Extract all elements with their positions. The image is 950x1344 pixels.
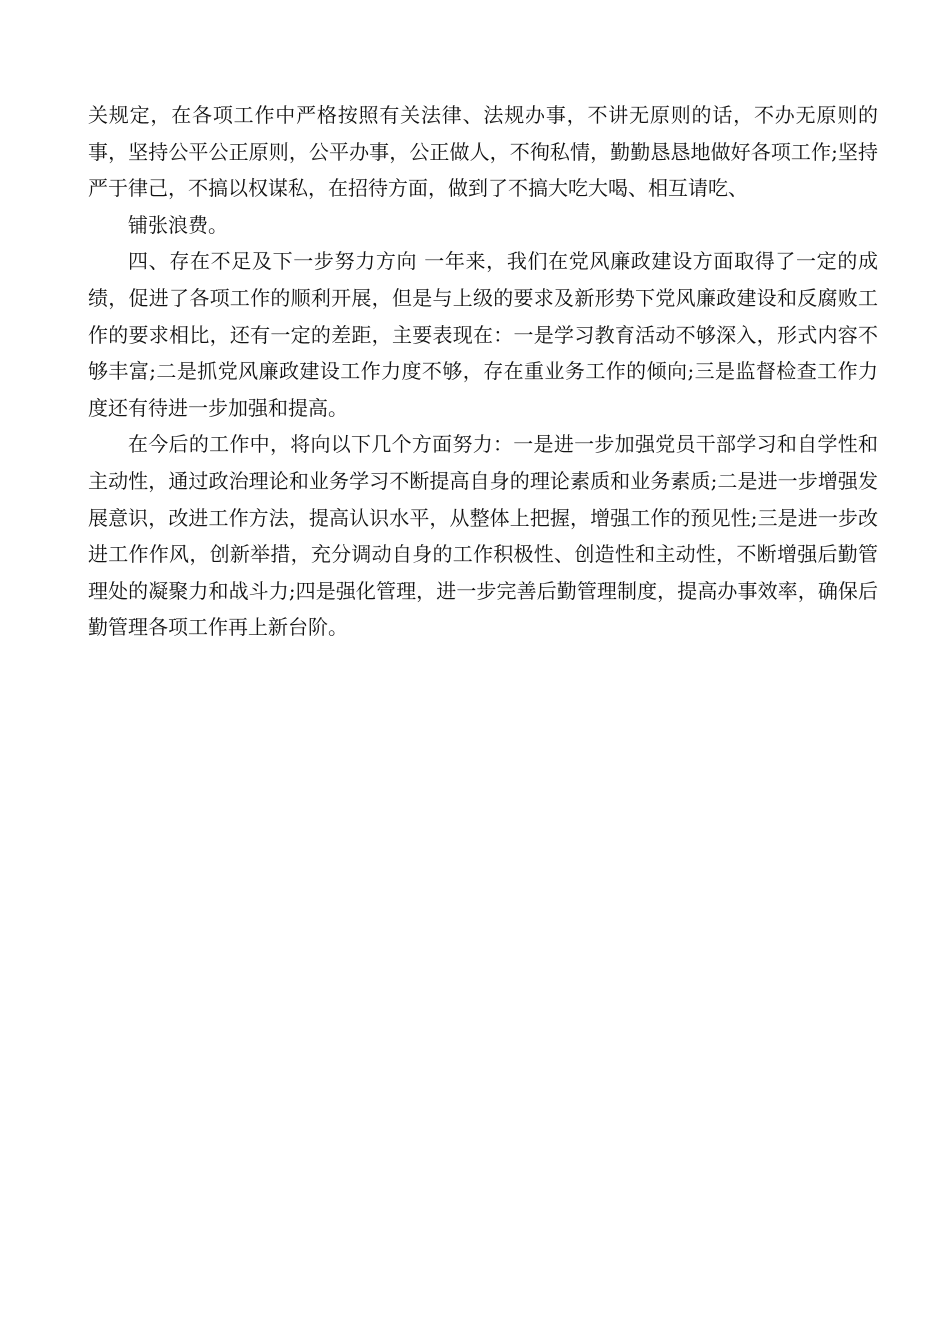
paragraph-shortcomings: 四、存在不足及下一步努力方向 一年来，我们在党风廉政建设方面取得了一定的成绩，促进了各项工作的顺利开展，但是与上级的要求及新形势下党风廉政建设和反腐败工作的要求相比，还有一定的差距，主要表现在：一是学习教育活动不够深入，形式内容不够丰富;二是抓党风廉政建设工作力度不够，存在重业务工作的倾向;三是监督检查工作力度还有待进一步加强和提高。 xyxy=(88,249,878,420)
paragraph-continuation: 关规定，在各项工作中严格按照有关法律、法规办事，不讲无原则的话，不办无原则的事，坚持公平公正原则，公平办事，公正做人，不徇私情，勤勤恳恳地做好各项工作;坚持严于律己，不搞以权谋私，在招待方面，做到了不搞大吃大喝、相互请吃、 xyxy=(88,103,878,201)
paragraph-waste: 铺张浪费。 xyxy=(128,212,228,237)
document-body xyxy=(88,97,878,646)
paragraph-future-work: 在今后的工作中，将向以下几个方面努力：一是进一步加强党员干部学习和自学性和主动性，通过政治理论和业务学习不断提高自身的理论素质和业务素质;二是进一步增强发展意识，改进工作方法，提高认识水平，从整体上把握，增强工作的预见性;三是进一步改进工作作风，创新举措，充分调动自身的工作积极性、创造性和主动性，不断增强后勤管理处的凝聚力和战斗力;四是强化管理，进一步完善后勤管理制度，提高办事效率，确保后勤管理各项工作再上新台阶。 xyxy=(88,432,878,640)
